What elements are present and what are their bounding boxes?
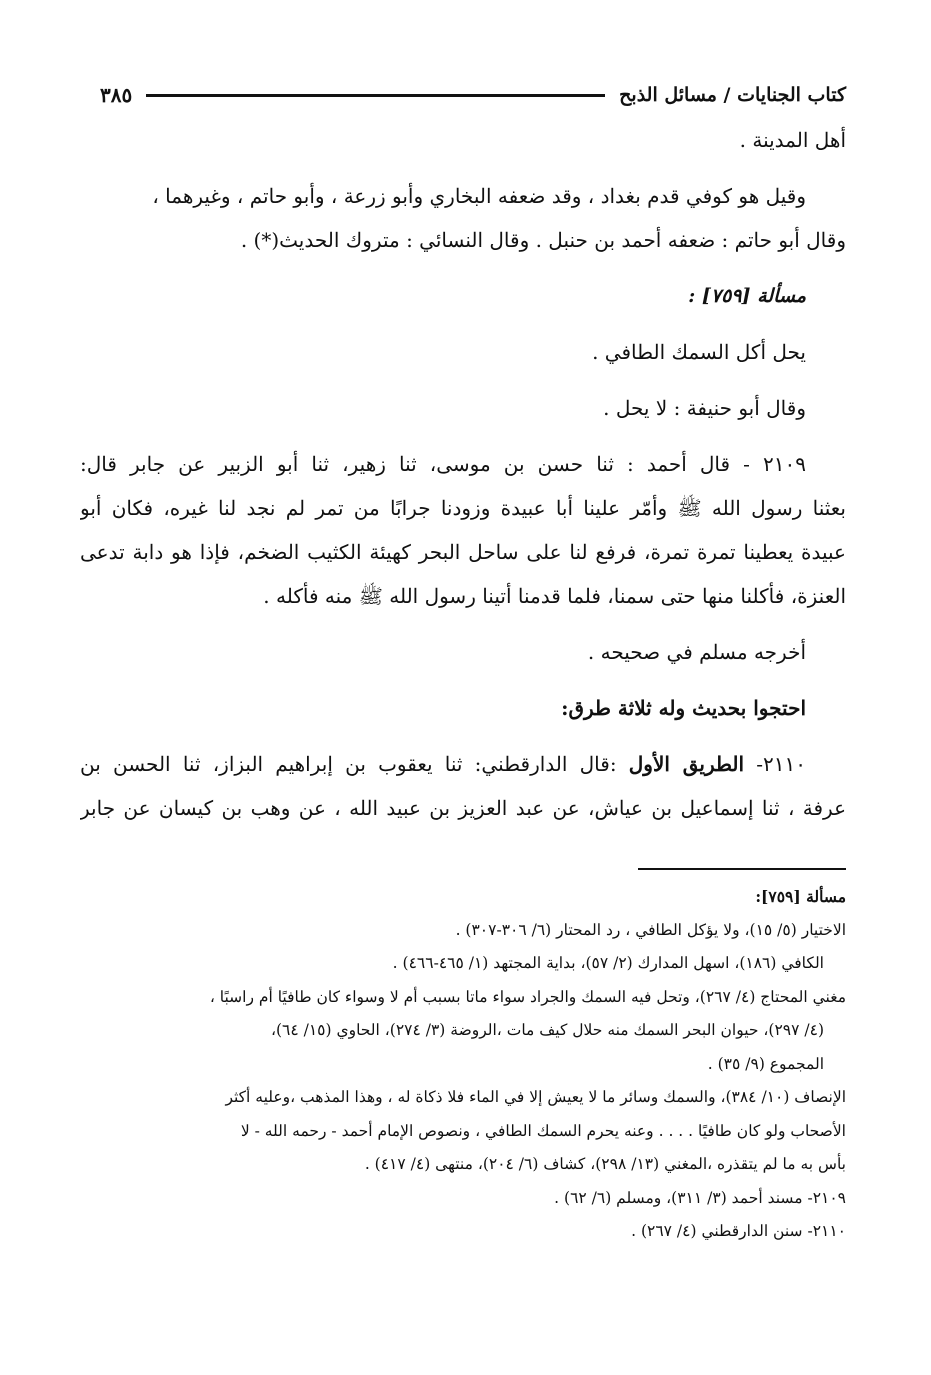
text-line: وقال أبو حاتم : ضعفه أحمد بن حنبل . وقال النسائي : متروك الحديث(*) . [240,228,846,252]
opinion-line: وقال أبو حنيفة : لا يحل . [603,396,806,420]
chapter-title: كتاب الجنايات / مسائل الذبح [619,84,846,106]
footnote-line: الكافي (١٨٦)، اسهل المدارك (٢/ ٥٧)، بداية المجتهد (١/ ٤٦٥-٤٦٦) . [392,954,824,972]
hadith-line: عرفة ، ثنا إسماعيل بن عياش، عن عبد العزيز بن عبيد الله ، عن وهب بن كيسان عن جابر [80,796,846,820]
footnote-line: (٤/ ٢٩٧)، حيوان البحر السمك منه حلال كيف مات ،الروضة (٣/ ٢٧٤)، الحاوي (١٥/ ٦٤)، [270,1021,824,1039]
ruling-line: يحل أكل السمك الطافي . [592,340,806,364]
running-header [100,78,846,112]
header-rule [146,94,605,97]
footnote-line: المجموع (٩/ ٣٥) . [707,1054,824,1073]
spacer [80,730,846,742]
hadith-line: عبيدة يعطينا تمرة تمرة، فرفع لنا على ساحل البحر كهيئة الكثيب الضخم، فإذا هو دابة تدعى [80,540,846,564]
spacer [80,162,846,174]
hadith-number: ٢١١٠- [744,752,806,776]
section-heading: احتجوا بحديث وله ثلاثة طرق: [561,696,806,720]
spacer [80,430,846,442]
footnotes [80,880,846,1249]
masala-heading: مسألة [٧٥٩] : [688,285,806,307]
spacer [80,374,846,386]
footnote-line: الأصحاب ولو كان طافيًا . . . . وعنه يحرم السمك الطافي ، ونصوص الإمام أحمد - رحمه الله - لا [240,1121,846,1140]
path-label: الطريق الأول [628,752,745,776]
footnote-line: ٢١١٠- سنن الدارقطني (٤/ ٢٦٧) . [631,1222,846,1240]
footnote-line: الاختيار (٥/ ١٥)، ولا يؤكل الطافي ، رد المحتار (٦/ ٣٠٦-٣٠٧) . [455,920,846,939]
spacer [80,318,846,330]
takhrij-line: أخرجه مسلم في صحيحه . [587,640,806,664]
footnote-divider [638,868,846,870]
spacer [80,674,846,686]
page-number: ٣٨٥ [100,83,133,107]
footnote-line: مغني المحتاج (٤/ ٢٦٧)، وتحل فيه السمك والجراد سواء ماتا بسبب أم لا وسواء كان طافيًا أم راسبًا ، [209,987,846,1006]
footnote-line: ٢١٠٩- مسند أحمد (٣/ ٣١١)، ومسلم (٦/ ٦٢) . [554,1188,846,1207]
text-line: وقيل هو كوفي قدم بغداد ، وقد ضعفه البخاري وأبو زرعة ، وأبو حاتم ، وغيرهما ، [152,184,806,208]
footnote-heading: مسألة [٧٥٩]: [755,887,846,906]
spacer [80,262,846,274]
hadith-text: :قال الدارقطني: ثنا يعقوب بن إبراهيم البزاز، ثنا الحسن بن [80,752,629,776]
spacer [80,618,846,630]
main-text [80,118,846,830]
hadith-line: العنزة، فأكلنا منها حتى سمنا، فلما قدمنا أتينا رسول الله ﷺ منه فأكله . [263,584,846,608]
footnote-line: بأس به ما لم يتقذره ،المغني (١٣/ ٢٩٨)، كشاف (٦/ ٢٠٤)، منتهى (٤/ ٤١٧) . [364,1155,846,1173]
text-line: أهل المدينة . [739,128,846,152]
footnote-line: الإنصاف (١٠/ ٣٨٤)، والسمك وسائر ما لا يعيش إلا في الماء فلا ذكاة له ، وهذا المذهب ،وعليه أكثر [225,1088,846,1106]
hadith-line: بعثنا رسول الله ﷺ وأمّر علينا أبا عبيدة وزودنا جرابًا من تمر لم نجد لنا غيره، فكان أبو [80,496,846,520]
hadith-line [80,742,846,786]
hadith-line: ٢١٠٩ - قال أحمد : ثنا حسن بن موسى، ثنا زهير، ثنا أبو الزبير عن جابر قال: [80,452,806,476]
